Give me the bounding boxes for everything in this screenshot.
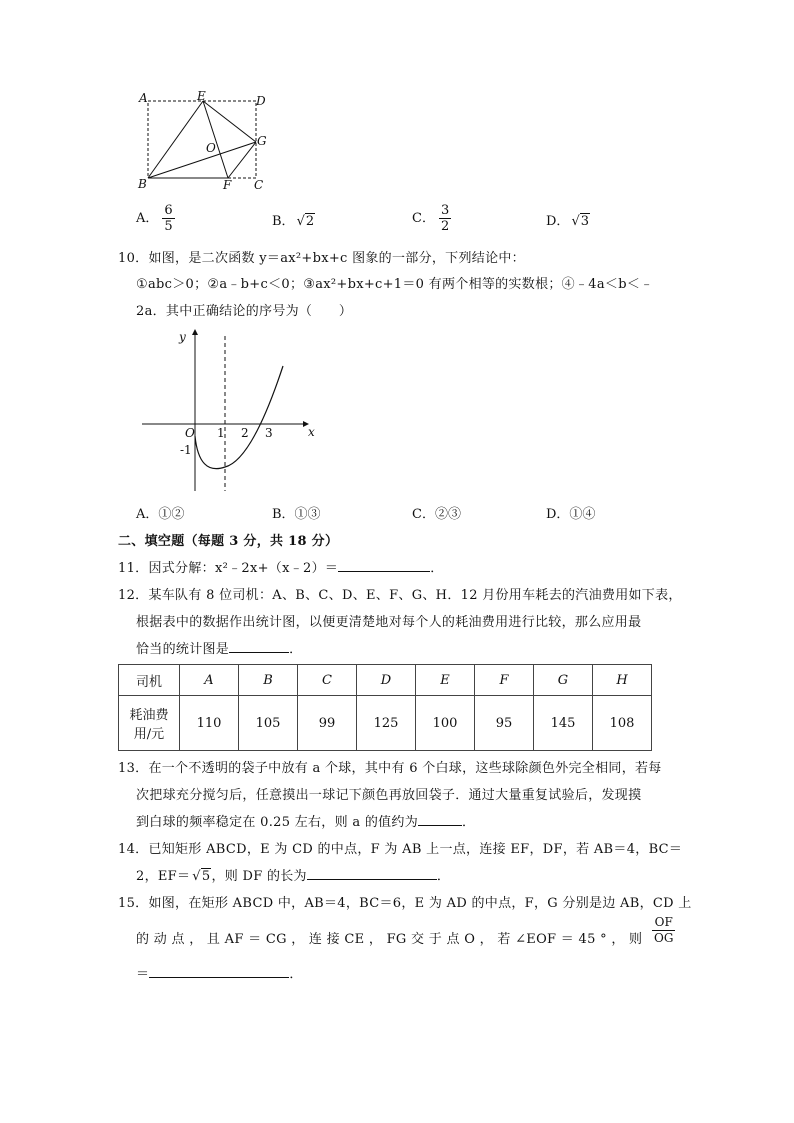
q9-choice-a[interactable] bbox=[136, 203, 175, 234]
table-header-cell: D bbox=[357, 665, 416, 696]
point-o-label: O bbox=[206, 141, 216, 155]
table-header-cell: E bbox=[416, 665, 475, 696]
numerator: OF bbox=[652, 915, 675, 931]
q15-equals: ＝ bbox=[136, 967, 150, 982]
q10-choice-b[interactable]: B．①③ bbox=[272, 507, 321, 522]
q9-choice-c[interactable] bbox=[412, 203, 451, 234]
sqrt-expression: √5 bbox=[192, 869, 211, 884]
table-header-cell: B bbox=[239, 665, 298, 696]
point-c-label: C bbox=[254, 178, 264, 192]
q10-choice-d[interactable]: D．①④ bbox=[546, 507, 596, 522]
q11-answer-blank[interactable] bbox=[338, 559, 430, 572]
table-header-cell: H bbox=[593, 665, 652, 696]
q10-line-2: ①abc＞0；②a﹣b+c＜0；③ax²+bx+c+1＝0 有两个相等的实数根；④﹣4a＜b＜﹣ bbox=[136, 277, 654, 292]
row-label-line-2: 用/元 bbox=[133, 727, 165, 742]
numerator: 6 bbox=[164, 203, 173, 218]
table-row-label bbox=[119, 696, 180, 751]
sqrt-expression: √2 bbox=[296, 214, 315, 229]
choice-b-label: B． bbox=[272, 214, 295, 229]
q10-choice-c[interactable]: C．②③ bbox=[412, 507, 461, 522]
table-cell: 95 bbox=[475, 696, 534, 751]
q15-line-1: 15．如图，在矩形 ABCD 中，AB＝4，BC＝6，E 为 AD 的中点，F，G 分别是边 AB，CD 上 bbox=[118, 896, 692, 911]
table-header-label: 司机 bbox=[119, 665, 180, 696]
x-axis-label: x bbox=[308, 425, 315, 439]
q9-choice-b[interactable] bbox=[272, 210, 315, 229]
y-axis-label: y bbox=[179, 330, 186, 344]
q10-line-1: 10．如图，是二次函数 y＝ax²+bx+c 图象的一部分，下列结论中： bbox=[118, 251, 525, 266]
denominator: 5 bbox=[164, 219, 173, 234]
q10-line-3: 2a．其中正确结论的序号为（ ） bbox=[136, 304, 353, 319]
radicand: 2 bbox=[305, 214, 315, 229]
point-g-label: G bbox=[257, 134, 267, 148]
tick-label-1: 1 bbox=[217, 426, 225, 440]
point-f-label: F bbox=[223, 178, 232, 192]
fraction bbox=[652, 915, 675, 946]
fraction bbox=[162, 203, 174, 234]
tick-label-2: 2 bbox=[241, 426, 249, 440]
denominator: OG bbox=[654, 931, 674, 945]
point-b-label: B bbox=[138, 177, 147, 191]
tick-label-neg1: -1 bbox=[180, 443, 192, 457]
q14-line-2b: ，则 DF 的长为 bbox=[211, 869, 307, 884]
q15-answer-blank[interactable] bbox=[149, 965, 289, 978]
q13-end: ． bbox=[462, 815, 476, 830]
table-cell: 100 bbox=[416, 696, 475, 751]
q15-fraction bbox=[652, 915, 675, 946]
q15-line-3 bbox=[136, 963, 303, 982]
q12-line-1: 12．某车队有 8 位司机：A、B、C、D、E、F、G、H．12 月份用车耗去的汽油费用如下表， bbox=[118, 588, 682, 603]
q10-choice-a[interactable]: A．①② bbox=[136, 507, 185, 522]
q15-line-2: 的 动 点 ， 且 AF ＝ CG ， 连 接 CE ， FG 交 于 点 O ， 若 ∠EOF ＝ 45 ° ， 则 bbox=[136, 932, 643, 947]
q12-answer-blank[interactable] bbox=[229, 640, 289, 653]
q12-line-2: 根据表中的数据作出统计图，以便更清楚地对每个人的耗油费用进行比较，那么应用最 bbox=[136, 615, 642, 630]
table-header-cell: C bbox=[298, 665, 357, 696]
table-cell: 105 bbox=[239, 696, 298, 751]
table-cell: 145 bbox=[534, 696, 593, 751]
q12-end: ． bbox=[289, 642, 303, 657]
q13-line-1: 13．在一个不透明的袋子中放有 a 个球，其中有 6 个白球，这些球除颜色外完全相同，若每 bbox=[118, 761, 662, 776]
row-label-line-1: 耗油费 bbox=[129, 708, 169, 723]
choice-d-label: D． bbox=[546, 214, 570, 229]
q11-text: 11．因式分解：x²﹣2x+（x﹣2）＝ bbox=[118, 561, 339, 576]
q12-line-3-text: 恰当的统计图是 bbox=[136, 642, 230, 657]
sqrt-expression: √3 bbox=[571, 214, 590, 229]
section-heading: 二、填空题（每题 3 分，共 18 分） bbox=[118, 534, 339, 549]
origin-label: O bbox=[185, 426, 195, 440]
numerator: 3 bbox=[440, 203, 450, 218]
table-header-row bbox=[119, 665, 652, 696]
q11 bbox=[118, 557, 444, 576]
table-header-cell: A bbox=[180, 665, 239, 696]
table-cell: 125 bbox=[357, 696, 416, 751]
table-cell: 108 bbox=[593, 696, 652, 751]
table-header-cell: F bbox=[475, 665, 534, 696]
table-header-cell: G bbox=[534, 665, 593, 696]
q14-line-2a: 2，EF＝ bbox=[136, 869, 191, 884]
q12-line-3 bbox=[136, 638, 302, 657]
choice-c-label: C． bbox=[412, 211, 435, 226]
q14-line-1: 14．已知矩形 ABCD，E 为 CD 的中点，F 为 AB 上一点，连接 EF，DF，若 AB＝4，BC＝ bbox=[118, 842, 683, 857]
fraction bbox=[439, 203, 451, 234]
q9-choice-d[interactable] bbox=[546, 210, 590, 229]
table-row bbox=[119, 696, 652, 751]
radicand: 5 bbox=[201, 869, 211, 884]
q11-end: ． bbox=[430, 561, 444, 576]
q14-answer-blank[interactable] bbox=[307, 867, 437, 880]
radicand: 3 bbox=[580, 214, 590, 229]
q13-line-2: 次把球充分搅匀后，任意摸出一球记下颜色再放回袋子．通过大量重复试验后，发现摸 bbox=[136, 788, 642, 803]
q13-answer-blank[interactable] bbox=[418, 813, 462, 826]
table-cell: 110 bbox=[180, 696, 239, 751]
point-a-label: A bbox=[139, 91, 148, 105]
point-e-label: E bbox=[197, 89, 206, 103]
table-cell: 99 bbox=[298, 696, 357, 751]
denominator: 2 bbox=[440, 219, 450, 234]
q14-end: ． bbox=[436, 869, 451, 884]
tick-label-3: 3 bbox=[265, 426, 273, 440]
q15-end: ． bbox=[289, 967, 303, 982]
choice-a-label: A． bbox=[136, 211, 159, 226]
q10-parabola-graph bbox=[138, 326, 328, 496]
q13-line-3 bbox=[136, 811, 475, 830]
q9-figure bbox=[130, 88, 280, 198]
fuel-cost-table bbox=[118, 664, 652, 751]
point-d-label: D bbox=[256, 94, 266, 108]
q13-line-3-text: 到白球的频率稳定在 0.25 左右，则 a 的值约为 bbox=[136, 815, 419, 830]
q14-line-2 bbox=[136, 865, 450, 884]
